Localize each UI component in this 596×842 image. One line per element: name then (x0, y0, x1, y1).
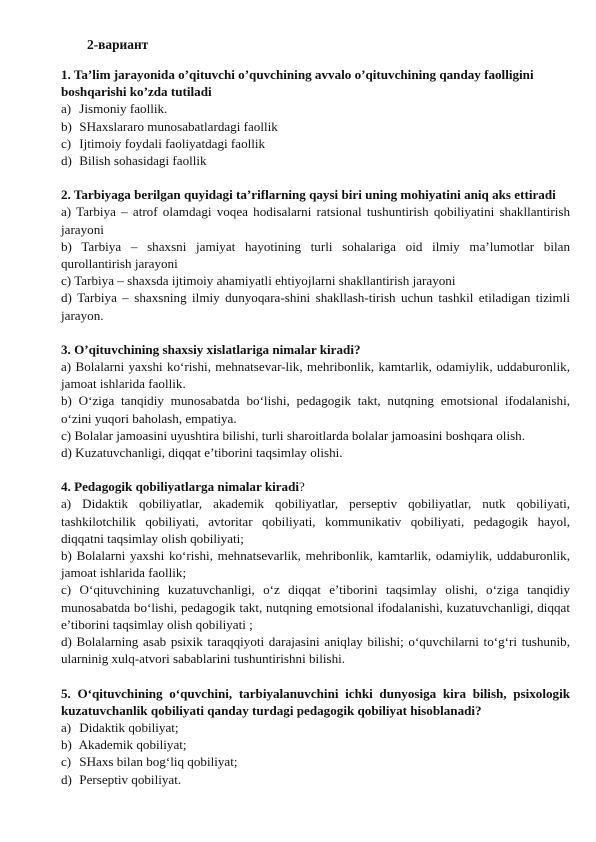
option-text: SHaxs bilan bog‘liq qobiliyat; (79, 754, 238, 770)
question-4-option-a: a) Didaktik qobiliyatlar, akademik qobiliyatlar, perseptiv qobiliyatlar, nutk qobiliyati, tashkilotchilik qobiliyati, avtoritar qobiliyati, kommunikativ qobiliyati, pedagogik hayol, diqqatni taqsimlay olish qobiliyati; (61, 496, 570, 546)
question-3-option-d: d) Kuzatuvchanligi, diqqat e’tiborini taqsimlay olishi. (61, 445, 343, 461)
question-4-option-d: d) Bolalarning asab psixik taraqqiyoti darajasini aniqlay bilishi; o‘quvchilarni to‘g‘ri tushunib, ularninig xulq-atvori sabablarini tushuntirishni bilishi. (61, 634, 570, 667)
option-label: a) (61, 101, 72, 117)
question-5-option-c (61, 753, 570, 770)
question-4 (61, 478, 570, 667)
question-2-option-b: b) Tarbiya – shaxsni jamiyat hayotining turli sohalariga oid ilmiy ma’lumotlar bilan qurollantirish jarayoni (61, 238, 570, 272)
option-label: d) (61, 771, 72, 787)
question-4-title-line (61, 478, 570, 495)
question-2-title: 2. Tarbiyaga berilgan quyidagi ta’riflarning qaysi biri uning mohiyatini aniq aks ettiradi (61, 187, 556, 203)
option-label: a) (61, 719, 72, 735)
option-label: c) (61, 135, 72, 151)
option-text: Jismoniy faollik. (79, 101, 168, 117)
option-text: Didaktik qobiliyat; (79, 719, 179, 735)
questions-list (61, 66, 570, 805)
question-5 (61, 685, 570, 788)
question-1-option-a (61, 100, 570, 117)
variant-title: 2-вариант (87, 37, 149, 52)
question-4-title: 4. Pedagogik qobiliyatlarga nimalar kiradi (61, 479, 300, 495)
question-3-option-b: b) O‘ziga tanqidiy munosabatda bo‘lishi, pedagogik takt, nutqning emotsional ifodalanishi, o‘zini yuqori baholash, empatiya. (61, 393, 570, 426)
option-text: Akademik qobiliyat; (78, 737, 187, 753)
question-4-option-b: b) Bolalarni yaxshi ko‘rishi, mehnatsevarlik, mehribonlik, kamtarlik, odamiylik, uddaburonlik, jamoat ishlarida faollik; (61, 548, 570, 581)
option-text: Perseptiv qobiliyat. (79, 771, 182, 787)
option-label: c) (61, 754, 72, 770)
question-3-option-a: a) Bolalarni yaxshi ko‘rishi, mehnatsevar-lik, mehribonlik, kamtarlik, odamiylik, uddaburonlik, jamoat ishlarida faollik. (61, 359, 570, 392)
question-1-option-d (61, 152, 570, 169)
question-1-title: 1. Ta’lim jarayonida o’qituvchi o’quvchining avvalo o’qituvchining qanday faolligini boshqarishi ko’zda tutiladi (61, 67, 534, 100)
question-3-option-c: c) Bolalar jamoasini uyushtira bilishi, turli sharoitlarda bolalar jamoasini boshqara olish. (61, 427, 525, 443)
question-4-title-suffix: ? (299, 479, 305, 495)
question-3 (61, 341, 570, 461)
question-5-option-b (61, 736, 570, 753)
question-5-option-a (61, 719, 570, 736)
question-1-option-c (61, 135, 570, 152)
option-text: SHaxslararo munosabatlardagi faollik (79, 118, 278, 134)
option-label: b) (61, 118, 72, 134)
option-text: Bilish sohasidagi faollik (79, 153, 207, 169)
question-2 (61, 186, 570, 324)
question-2-option-a: a) Tarbiya – atrof olamdagi voqea hodisalarni ratsional tushuntirish qobiliyatini shakllantirish jarayoni (61, 204, 570, 237)
option-text: Ijtimoiy foydali faoliyatdagi faollik (79, 135, 266, 151)
question-2-option-d: d) Tarbiya – shaxsning ilmiy dunyoqara-shini shakllash-tirish uchun tashkil etiladigan tizimli jarayon. (61, 290, 570, 323)
question-5-option-d (61, 771, 570, 788)
question-1 (61, 66, 570, 169)
question-5-title: 5. O‘qituvchining o‘quvchini, tarbiyalanuvchini ichki dunyosiga kira bilish, psixologik kuzatuvchanlik qobiliyati qanday turdagi pedagogik qobiliyat hisoblanadi? (61, 685, 570, 718)
question-4-option-c: c) O‘qituvchining kuzatuvchanligi, o‘z diqqat e’tiborini taqsimlay olishi, o‘ziga tanqidiy munosabatda bo‘lishi, pedagogik takt, nutqning emotsional ifodalanishi, kuzatuvchanligi, diqqat e’tiborini taqsimlay olish qobiliyati ; (61, 582, 570, 632)
question-3-title: 3. O’qituvchining shaxsiy xislatlariga nimalar kiradi? (61, 341, 361, 357)
question-1-option-b (61, 118, 570, 135)
option-label: b) (61, 737, 72, 753)
question-2-option-c: c) Tarbiya – shaxsda ijtimoiy ahamiyatli ehtiyojlarni shakllantirish jarayoni (61, 273, 456, 289)
option-label: d) (61, 153, 72, 169)
